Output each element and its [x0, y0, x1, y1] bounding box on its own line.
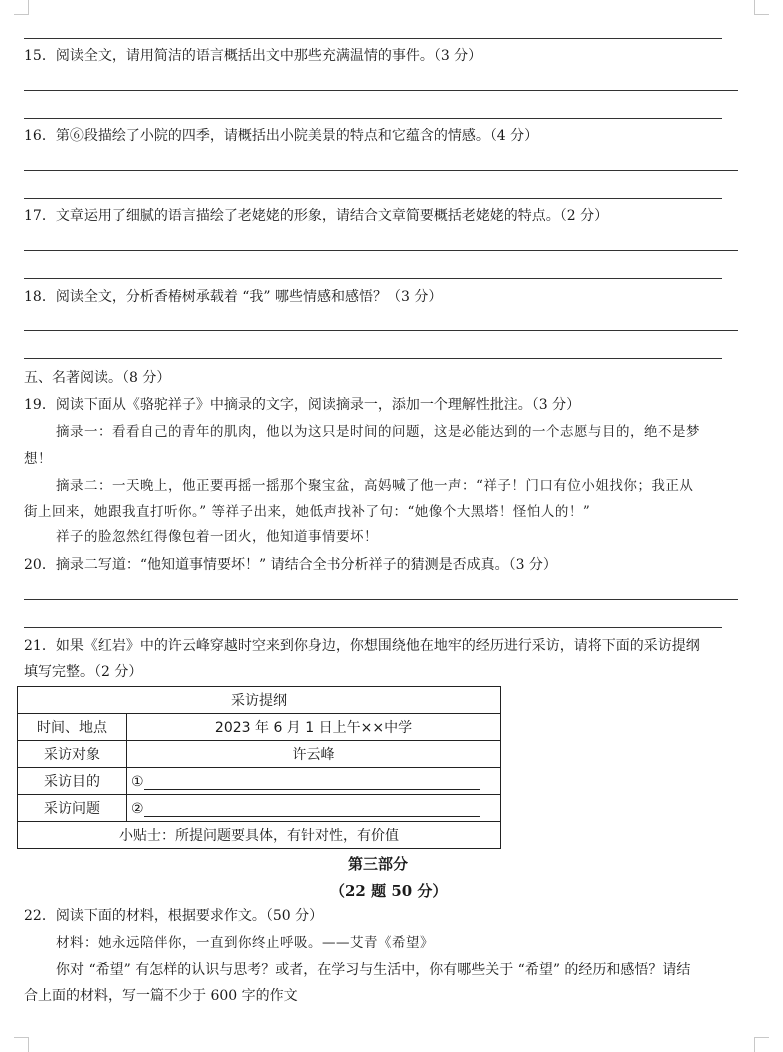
row-value: 许云峰 [127, 741, 501, 768]
question-fill-line[interactable] [144, 800, 480, 817]
answer-line[interactable] [24, 198, 722, 199]
excerpt-2-line-3: 祥子的脸忽然红得像包着一团火，他知道事情要坏！ [56, 529, 378, 545]
table-row [18, 714, 501, 741]
essay-prompt-line-2: 合上面的材料，写一篇不少于 600 字的作文 [24, 988, 298, 1004]
purpose-marker: ① [131, 773, 144, 790]
answer-line[interactable] [24, 278, 722, 279]
row-label: 时间、地点 [18, 714, 127, 741]
question-19: 19．阅读下面从《骆驼祥子》中摘录的文字，阅读摘录一，添加一个理解性批注。（3 分） [24, 397, 581, 413]
table-row [18, 795, 501, 822]
crop-mark-top-right [754, 0, 769, 15]
answer-line [24, 38, 722, 39]
excerpt-1-line-1: 摘录一：看看自己的青年的肌肉，他以为这只是时间的问题，这是必能达到的一个志愿与目的，绝不是梦 [56, 424, 700, 440]
question-20: 20．摘录二写道：“他知道事情要坏！” 请结合全书分析祥子的猜测是否成真。（3 分） [24, 557, 557, 573]
excerpt-1-line-2: 想！ [24, 451, 52, 467]
row-value: 2023 年 6 月 1 日上午××中学 [127, 714, 501, 741]
row-label: 采访目的 [18, 768, 127, 795]
answer-line[interactable] [24, 250, 738, 251]
part-3-subtitle: （22 题 50 分） [330, 882, 448, 900]
answer-line[interactable] [24, 90, 738, 91]
table-row [18, 768, 501, 795]
answer-line[interactable] [24, 330, 738, 331]
essay-material: 材料：她永远陪伴你，一直到你终止呼吸。——艾青《希望》 [56, 935, 434, 951]
crop-mark-top-left [14, 0, 29, 15]
essay-prompt-line-1: 你对 “希望” 有怎样的认识与思考？或者，在学习与生活中，你有哪些关于 “希望” 的经历和感悟？请结 [56, 962, 691, 978]
excerpt-2-line-2: 街上回来，她跟我直打听你。” 等祥子出来，她低声找补了句：“她像个大黑塔！怪怕人的！” [24, 504, 591, 520]
question-22: 22．阅读下面的材料，根据要求作文。（50 分） [24, 908, 324, 924]
question-21-line-1: 21．如果《红岩》中的许云峰穿越时空来到你身边，你想围绕他在地牢的经历进行采访，请将下面的采访提纲 [24, 638, 700, 654]
interview-outline-table [17, 686, 501, 849]
section-5-heading: 五、名著阅读。（8 分） [24, 370, 171, 386]
row-label: 采访问题 [18, 795, 127, 822]
question-18: 18．阅读全文，分析香椿树承载着 “我” 哪些情感和感悟？（3 分） [24, 289, 443, 305]
crop-mark-bottom-right [754, 1037, 769, 1052]
answer-line[interactable] [24, 358, 722, 359]
excerpt-2-line-1: 摘录二：一天晚上，他正要再摇一摇那个聚宝盆，高妈喊了他一声：“祥子！门口有位小姐找你；我正从 [56, 478, 694, 494]
question-answer-cell[interactable] [127, 795, 501, 822]
answer-line[interactable] [24, 627, 722, 628]
question-17: 17．文章运用了细腻的语言描绘了老姥姥的形象，请结合文章简要概括老姥姥的特点。（2 分） [24, 208, 609, 224]
purpose-fill-line[interactable] [144, 773, 480, 790]
question-marker: ② [131, 800, 144, 817]
answer-line[interactable] [24, 599, 738, 600]
question-15: 15．阅读全文，请用简洁的语言概括出文中那些充满温情的事件。（3 分） [24, 48, 483, 64]
part-3-title: 第三部分 [348, 855, 409, 873]
table-row [18, 741, 501, 768]
purpose-answer-cell[interactable] [127, 768, 501, 795]
outline-title: 采访提纲 [18, 687, 501, 714]
answer-line[interactable] [24, 118, 722, 119]
outline-tip: 小贴士：所提问题要具体，有针对性，有价值 [18, 822, 501, 849]
question-21-line-2: 填写完整。（2 分） [24, 664, 143, 680]
row-label: 采访对象 [18, 741, 127, 768]
question-16: 16．第⑥段描绘了小院的四季，请概括出小院美景的特点和它蕴含的情感。（4 分） [24, 128, 539, 144]
crop-mark-bottom-left [14, 1037, 29, 1052]
answer-line[interactable] [24, 170, 738, 171]
